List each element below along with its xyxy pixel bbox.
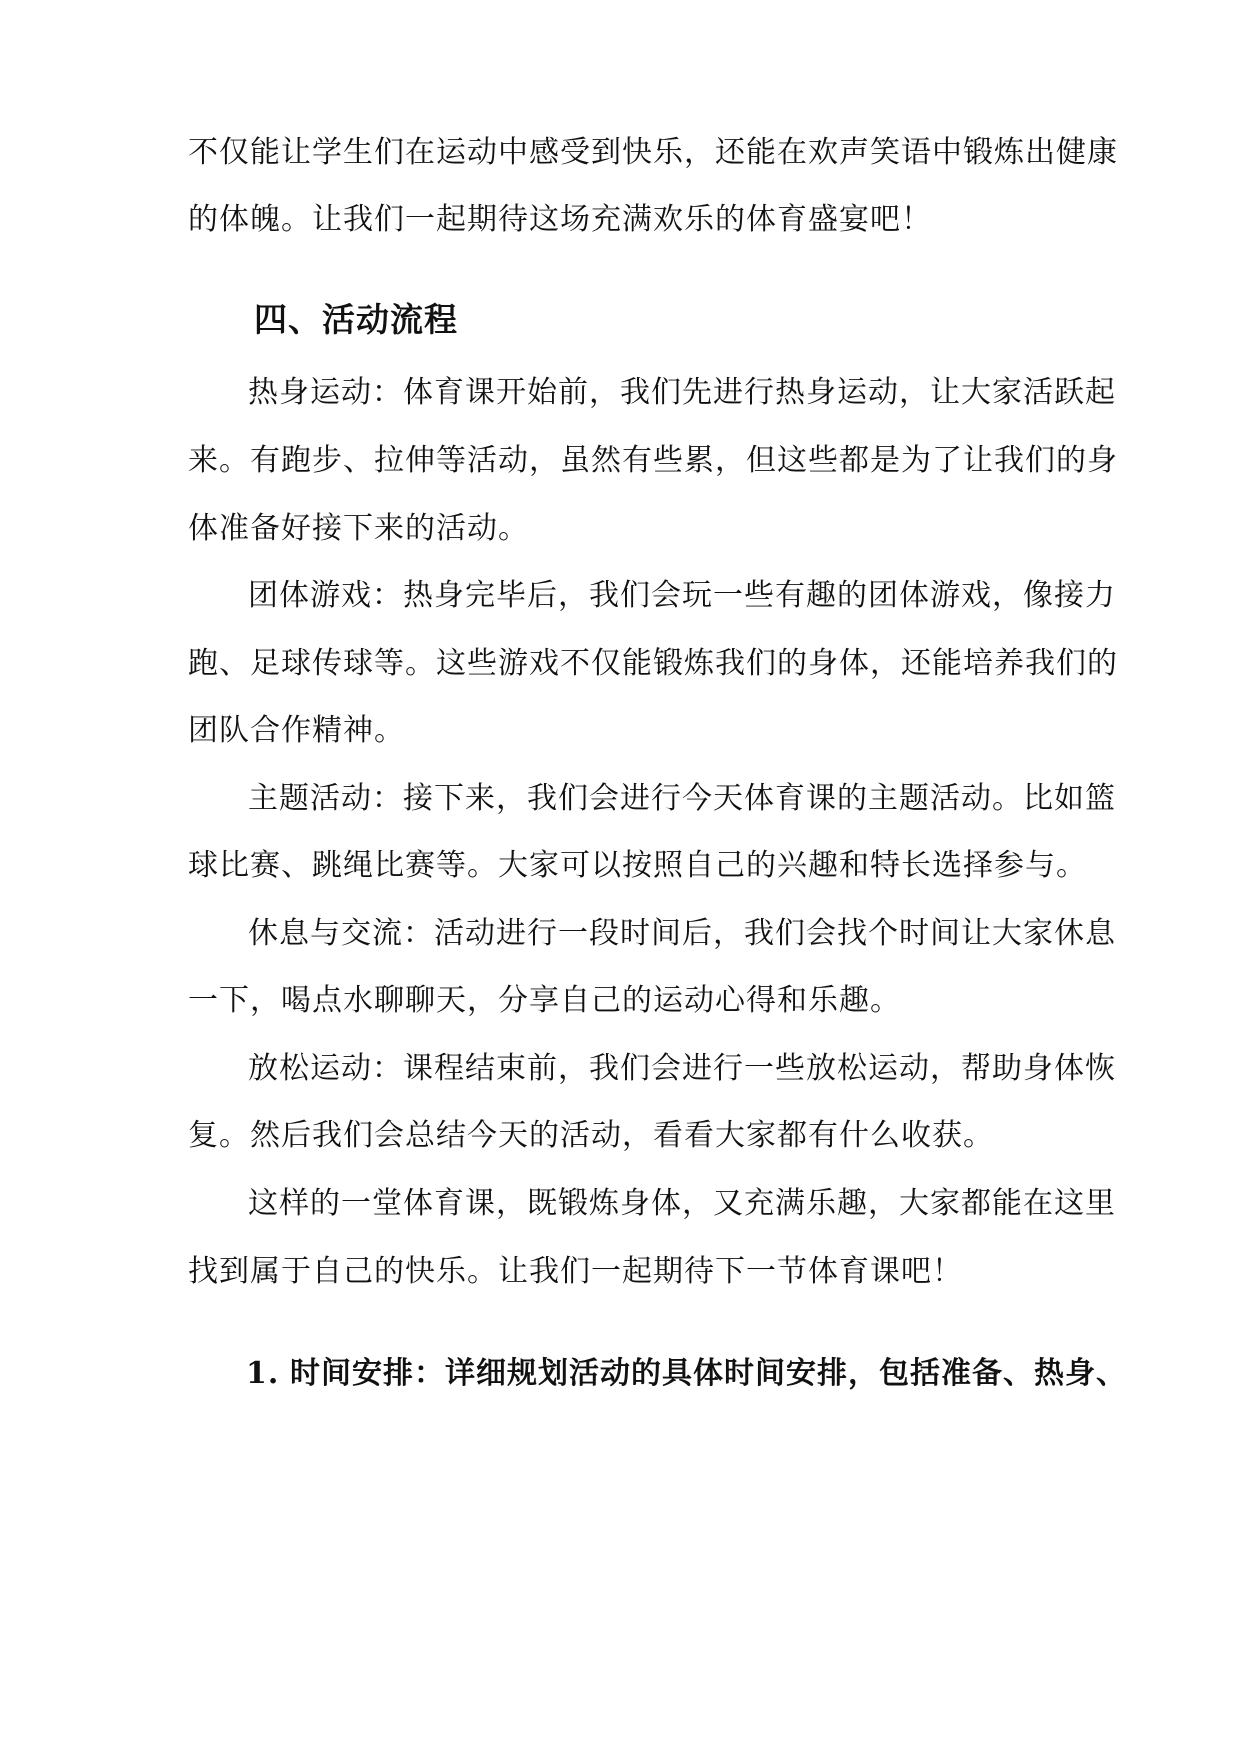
intro-line-2: 的体魄。让我们一起期待这场充满欢乐的体育盛宴吧！ xyxy=(188,202,932,237)
paragraph-theme-activity-line-2: 球比赛、跳绳比赛等。大家可以按照自己的兴趣和特长选择参与。 xyxy=(188,848,1087,883)
section-heading: 四、活动流程 xyxy=(254,300,458,339)
paragraph-conclusion-line-1: 这样的一堂体育课，既锻炼身体，又充满乐趣，大家都能在这里 xyxy=(248,1186,1116,1221)
paragraph-rest-line-1: 休息与交流：活动进行一段时间后，我们会找个时间让大家休息 xyxy=(248,916,1116,951)
paragraph-team-games-line-1: 团体游戏：热身完毕后，我们会玩一些有趣的团体游戏，像接力 xyxy=(248,578,1116,613)
paragraph-relax-line-2: 复。然后我们会总结今天的活动，看看大家都有什么收获。 xyxy=(188,1118,994,1153)
paragraph-theme-activity-line-1: 主题活动：接下来，我们会进行今天体育课的主题活动。比如篮 xyxy=(248,781,1116,816)
list-item-time-schedule xyxy=(246,1354,1127,1394)
list-item-text: 时间安排：详细规划活动的具体时间安排，包括准备、热身、 xyxy=(290,1356,1127,1391)
paragraph-relax-line-1: 放松运动：课程结束前，我们会进行一些放松运动，帮助身体恢 xyxy=(248,1051,1116,1086)
intro-line-1: 不仅能让学生们在运动中感受到快乐，还能在欢声笑语中锻炼出健康 xyxy=(188,135,1118,170)
list-item-number: 1. xyxy=(246,1356,280,1391)
paragraph-rest-line-2: 一下，喝点水聊聊天，分享自己的运动心得和乐趣。 xyxy=(188,983,901,1018)
paragraph-conclusion-line-2: 找到属于自己的快乐。让我们一起期待下一节体育课吧！ xyxy=(188,1254,963,1289)
paragraph-warmup-line-3: 体准备好接下来的活动。 xyxy=(188,511,529,546)
paragraph-warmup-line-2: 来。有跑步、拉伸等活动，虽然有些累，但这些都是为了让我们的身 xyxy=(188,443,1118,478)
paragraph-team-games-line-3: 团队合作精神。 xyxy=(188,713,405,748)
paragraph-team-games-line-2: 跑、足球传球等。这些游戏不仅能锻炼我们的身体，还能培养我们的 xyxy=(188,646,1118,681)
paragraph-warmup-line-1: 热身运动：体育课开始前，我们先进行热身运动，让大家活跃起 xyxy=(248,375,1116,410)
